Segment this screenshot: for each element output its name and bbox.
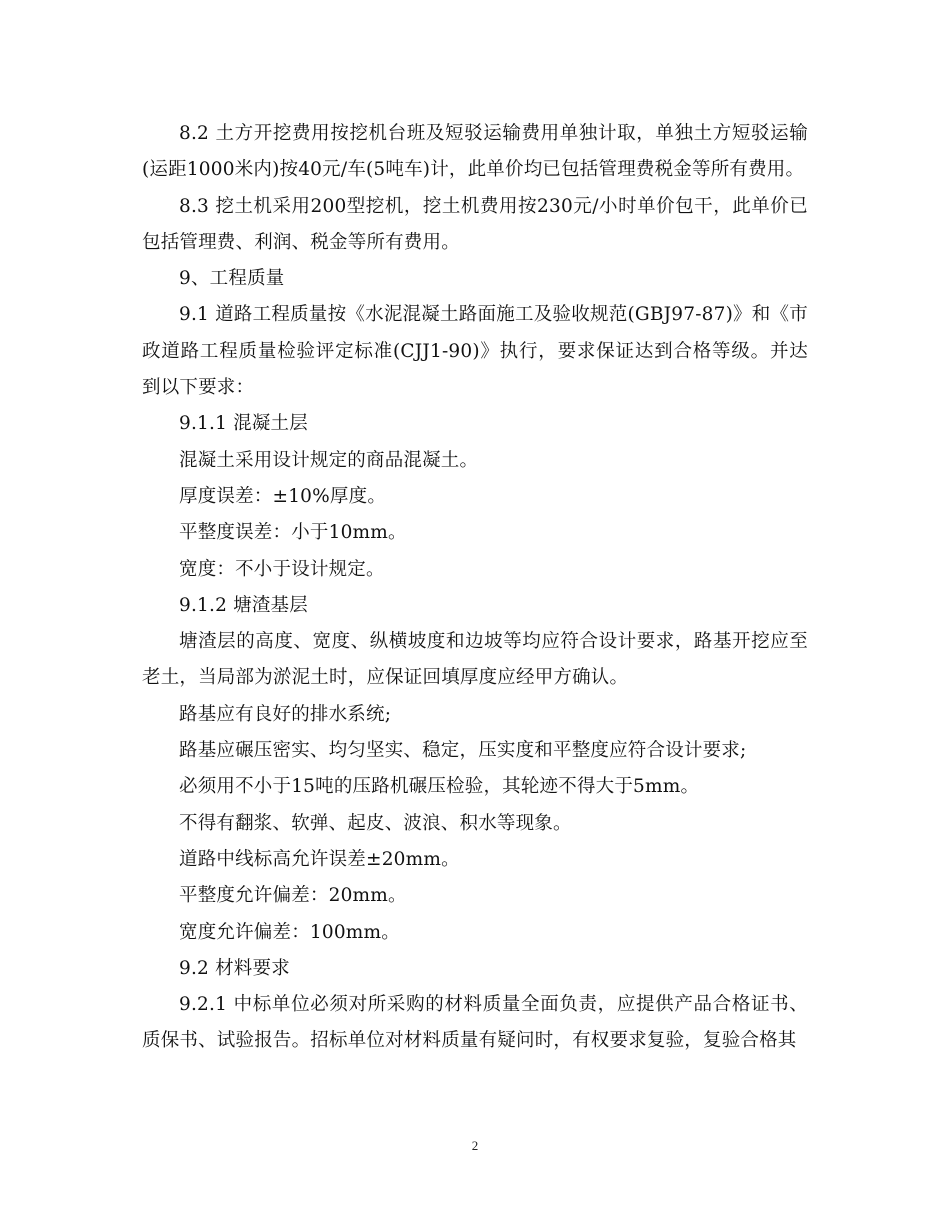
document-body [142,116,808,1060]
paragraph-9-1: 9.1 道路工程质量按《水泥混凝土路面施工及验收规范(GBJ97-87)》和《市政道路工程质量检验评定标准(CJJ1-90)》执行，要求保证达到合格等级。并达到以下要求： [142,304,808,399]
paragraph-flatness-tolerance: 平整度误差：小于10mm。 [179,522,407,544]
section-heading-9: 9、工程质量 [179,268,285,290]
paragraph-defects: 不得有翻浆、软弹、起皮、波浪、积水等现象。 [179,812,572,834]
paragraph-thickness-tolerance: 厚度误差：±10%厚度。 [179,485,387,507]
subheading-9-1-1: 9.1.1 混凝土层 [179,413,308,435]
subheading-9-2: 9.2 材料要求 [179,957,290,979]
paragraph-9-2-1: 9.2.1 中标单位必须对所采购的材料质量全面负责，应提供产品合格证书、质保书、试验报告。招标单位对材料质量有疑问时，有权要求复验，复验合格其 [142,994,808,1052]
paragraph-centerline-elevation: 道路中线标高允许误差±20mm。 [179,848,460,870]
subheading-9-1-2: 9.1.2 塘渣基层 [179,594,308,616]
paragraph-compaction: 路基应碾压密实、均匀坚实、稳定，压实度和平整度应符合设计要求; [179,740,747,762]
paragraph-concrete-spec: 混凝土采用设计规定的商品混凝土。 [179,449,479,471]
paragraph-base-layer: 塘渣层的高度、宽度、纵横坡度和边坡等均应符合设计要求，路基开挖应至老土，当局部为淤泥土时，应保证回填厚度应经甲方确认。 [142,631,808,689]
paragraph-width-requirement: 宽度：不小于设计规定。 [179,558,385,580]
paragraph-drainage: 路基应有良好的排水系统; [179,703,392,725]
paragraph-flatness-deviation: 平整度允许偏差：20mm。 [179,885,407,907]
paragraph-8-3: 8.3 挖土机采用200型挖机，挖土机费用按230元/小时单价包干，此单价已包括管理费、利润、税金等所有费用。 [142,195,808,253]
paragraph-8-2: 8.2 土方开挖费用按挖机台班及短驳运输费用单独计取，单独土方短驳运输(运距1000米内)按40元/车(5吨车)计，此单价均已包括管理费税金等所有费用。 [142,123,808,181]
paragraph-roller-test: 必须用不小于15吨的压路机碾压检验，其轮迹不得大于5mm。 [179,776,700,798]
paragraph-width-deviation: 宽度允许偏差：100mm。 [179,921,400,943]
page-number: 2 [471,1138,479,1153]
